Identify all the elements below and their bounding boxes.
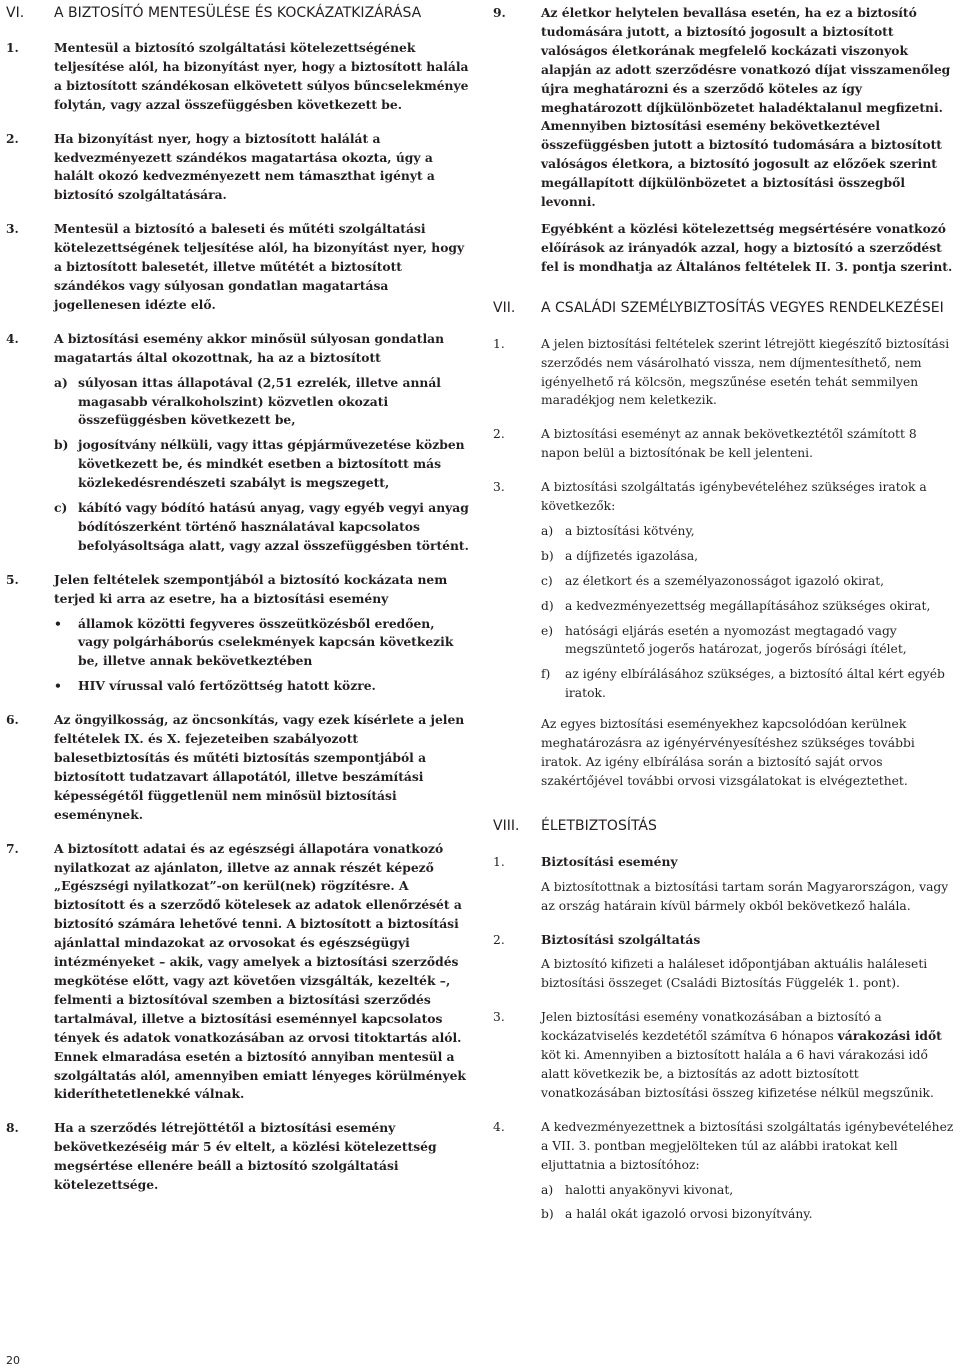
clause-text: Ha a szerződés létrejöttétől a biztosítási esemény bekövetkezéséig már 5 év eltelt, a közlési kötelezettség megsértése ellenére beáll a biztosító szolgáltatási kötelezettsége. bbox=[54, 1120, 437, 1193]
sub-item-f bbox=[541, 665, 955, 703]
clause-number: 7. bbox=[6, 840, 19, 856]
sub-item-a bbox=[541, 1181, 955, 1200]
sub-text: kábító vagy bódító hatású anyag, vagy egyéb vegyi anyag bódítószerként történő használatával kapcsolatos befolyásoltsága alatt, vagy azzal összefüggésben történt. bbox=[78, 500, 469, 553]
clause-text: A biztosító kifizeti a haláleset időpontjában aktuális haláleseti biztosítási összeget (Családi Biztosítás Függelék 1. pont). bbox=[541, 957, 928, 991]
sub-item-b bbox=[541, 1205, 955, 1224]
sub-text: hatósági eljárás esetén a nyomozást megtagadó vagy megszüntető jogerős határozat, jogerős bírósági ítélet, bbox=[565, 623, 907, 657]
clause-text-end: köt ki. Amennyiben a biztosított halála a 6 havi várakozási idő alatt következik be, a biztosítás az adott biztosított vonatkozásában biztosítási összeg kifizetése nélkül megszűnik. bbox=[541, 1048, 934, 1100]
sub-text: a halál okát igazoló orvosi bizonyítvány. bbox=[565, 1207, 813, 1222]
sub-letter: b) bbox=[54, 437, 69, 453]
clause-text: A biztosítottnak a biztosítási tartam során Magyarországon, vagy az ország határain kívül bármely okból bekövetkező halála. bbox=[541, 879, 949, 913]
clause-3 bbox=[6, 220, 469, 315]
clause-text: Az életkor helytelen bevallása esetén, ha ez a biztosító tudomására jutott, a biztosító jogosult a biztosított valóságos életkorának megfelelő kockázati viszonyok alapján az adott szerződésre vonatkozó díjat visszamenőleg újra meghatározni és a szerződő köteles az így meghatározott díjkülönbözetet haladéktalanul megfizetni. Amennyiben biztosítási esemény bekövetkeztével összefüggésben jutott a biztosító tudomására a biztosított valóságos életkora, a biztosító jogosult az előzőek szerint megállapított díjkülönbözetet a biztosítási összegből levonni. bbox=[541, 5, 951, 210]
section-heading-viii bbox=[493, 817, 955, 836]
sub-text: súlyosan ittas állapotával (2,51 ezrelék, illetve annál magasabb véralkoholszint) közvetlen okozati összefüggésben következett be, bbox=[78, 374, 441, 428]
sub-text: jogosítvány nélküli, vagy ittas gépjárművezetése közben következett be, és mindkét esetben a biztosított más közlekedésrendészeti szabályt is megszegett, bbox=[78, 437, 465, 491]
section-number: VI. bbox=[6, 5, 25, 21]
section-title: ÉLETBIZTOSÍTÁS bbox=[541, 817, 657, 834]
sub-letter: a) bbox=[541, 523, 554, 538]
clause-text: A biztosított adatai és az egészségi állapotára vonatkozó nyilatkozat az ajánlaton, illetve az annak részét képező „Egészségi nyilatkozat”-on kerül(nek) rögzítésre. A biztosított és a szerződő kötelesek az adatok ellenőrzését a biztosító számára lehetővé tenni. A biztosított a biztosítási ajánlattal mindazokat az orvosokat és egészségügyi intézményeket – akik, vagy amelyek a biztosítási szerződés megkötése előtt, vagy azt követően vizsgálták, kezelték –, felmenti a biztosítóval szemben a biztosítási szerződés tartalmával, illetve a biztosítási eseménnyel kapcsolatos tények és adatok vonatkozásában az orvosi titoktartás alól. Ennek elmaradása esetén a biztosító annyiban mentesül a szolgáltatás alól, amennyiben emiatt lényeges körülmények kideríthetetlenekké válnak. bbox=[54, 840, 466, 1102]
clause-number: 3. bbox=[493, 1010, 505, 1025]
sub-letter: f) bbox=[541, 667, 551, 682]
viii-clause-3 bbox=[493, 1008, 955, 1103]
sub-item-c bbox=[541, 572, 955, 591]
clause-heading: Biztosítási szolgáltatás bbox=[541, 931, 701, 947]
page-number: 20 bbox=[6, 1354, 20, 1367]
sub-letter: c) bbox=[541, 573, 553, 588]
clause-number: 2. bbox=[493, 427, 505, 442]
vii-clause-2 bbox=[493, 425, 955, 463]
clause-number: 1. bbox=[6, 40, 19, 55]
clause-number: 9. bbox=[493, 5, 506, 20]
section-number: VIII. bbox=[493, 817, 520, 834]
clause-number: 6. bbox=[6, 712, 19, 728]
bullet-text: államok közötti fegyveres összeütközésből eredően, vagy polgárháborús cselekmények kapcsán következik be, illetve annak bekövetkeztében bbox=[78, 615, 454, 669]
sub-letter: a) bbox=[54, 374, 68, 390]
clause-1 bbox=[6, 39, 469, 115]
sub-text: a kedvezményezettség megállapításához szükséges okirat, bbox=[565, 598, 931, 613]
sub-text: a díjfizetés igazolása, bbox=[565, 548, 699, 563]
clause-text bbox=[541, 1008, 955, 1103]
sub-letter: d) bbox=[541, 598, 554, 613]
clause-2 bbox=[6, 130, 469, 206]
vii-clause-1 bbox=[493, 335, 955, 411]
sub-letter: b) bbox=[541, 548, 554, 563]
clause-number: 2. bbox=[493, 932, 505, 947]
clause-text: Az öngyilkosság, az öncsonkítás, vagy ezek kísérlete a jelen feltételek IX. és X. fejezeteiben szabályozott balesetbiztosítás és műtéti biztosítás szempontjából a biztosított tudatzavart állapotától, illetve beszámítási képességétől függetlenül nem minősül biztosítási eseménynek. bbox=[54, 712, 465, 822]
clause-number: 3. bbox=[6, 221, 19, 237]
viii-clause-4 bbox=[493, 1118, 955, 1225]
section-heading-vi bbox=[6, 4, 469, 23]
viii-clause-2 bbox=[493, 931, 955, 994]
sub-item-a bbox=[541, 522, 955, 541]
clause-text: Mentesül a biztosító szolgáltatási kötelezettségének teljesítése alól, ha bizonyítást nyer, hogy a biztosított halála a biztosított szándékosan elkövetett súlyos bűncselekménye folytán, vagy azzal összefüggésben következett be. bbox=[54, 40, 469, 112]
clause-5 bbox=[6, 571, 469, 696]
clause-8 bbox=[6, 1119, 469, 1195]
bullet-icon: • bbox=[54, 678, 62, 694]
sub-item-e bbox=[541, 622, 955, 660]
sub-item-b bbox=[541, 547, 955, 566]
sub-letter: b) bbox=[541, 1207, 554, 1222]
sub-letter: e) bbox=[541, 623, 554, 638]
clause-text: A biztosítási szolgáltatás igénybevételéhez szükséges iratok a következők: bbox=[541, 480, 927, 514]
clause-heading: Biztosítási esemény bbox=[541, 853, 678, 869]
clause-9 bbox=[493, 4, 955, 277]
sub-letter: c) bbox=[54, 500, 68, 516]
clause-number: 2. bbox=[6, 130, 19, 146]
clause-note: Az egyes biztosítási eseményekhez kapcsolódóan kerülnek meghatározásra az igényérvényesítéshez szükséges további iratok. Az igény elbírálása során a biztosító saját orvos szakértőjével további orvosi vizsgálatokat is elvégeztethet. bbox=[541, 717, 915, 788]
bullet-icon: • bbox=[54, 615, 62, 631]
viii-clause-1 bbox=[493, 853, 955, 916]
clause-text-start: Jelen biztosítási esemény vonatkozásában a biztosító a kockázatviselés kezdetétől számítva 6 hónapos bbox=[541, 1010, 882, 1044]
sub-item-d bbox=[541, 597, 955, 616]
section-title: A CSALÁDI SZEMÉLYBIZTOSÍTÁS VEGYES RENDELKEZÉSEI bbox=[541, 299, 944, 316]
clause-text-2: Egyébként a közlési kötelezettség megsértésére vonatkozó előírások az irányadók azzal, hogy a biztosító a szerződést fel is mondhatja az Általános feltételek II. 3. pontja szerint. bbox=[541, 220, 953, 274]
section-number: VII. bbox=[493, 299, 516, 316]
clause-4 bbox=[6, 330, 469, 556]
waiting-period-emphasis: várakozási időt bbox=[837, 1028, 942, 1044]
vii-clause-3 bbox=[493, 478, 955, 791]
left-column bbox=[6, 4, 469, 1195]
clause-text: A jelen biztosítási feltételek szerint létrejött kiegészítő biztosítási szerződés nem vásárolható vissza, nem díjmentesíthető, nem igényelhető rá kölcsön, megszűnése esetén tehát semmilyen maradékjog nem keletkezik. bbox=[541, 336, 950, 408]
clause-number: 4. bbox=[6, 330, 19, 346]
section-title: A BIZTOSÍTÓ MENTESÜLÉSE ÉS KOCKÁZATKIZÁRÁSA bbox=[54, 5, 422, 21]
sub-text: az igény elbírálásához szükséges, a biztosító által kért egyéb iratok. bbox=[565, 667, 945, 701]
clause-number: 1. bbox=[493, 336, 505, 351]
clause-6 bbox=[6, 711, 469, 824]
bullet-text: HIV vírussal való fertőzöttség hatott közre. bbox=[78, 678, 376, 694]
clause-number: 1. bbox=[493, 854, 505, 869]
sub-item-a bbox=[54, 374, 469, 431]
sub-text: az életkort és a személyazonosságot igazoló okirat, bbox=[565, 573, 885, 588]
bullet-item bbox=[54, 615, 469, 672]
sub-item-c bbox=[54, 499, 469, 556]
clause-text: A biztosítási eseményt az annak bekövetkeztétől számított 8 napon belül a biztosítónak be kell jelenteni. bbox=[541, 427, 917, 461]
clause-text: A kedvezményezettnek a biztosítási szolgáltatás igénybevételéhez a VII. 3. pontban megjelölteken túl az alábbi iratokat kell eljuttatnia a biztosítóhoz: bbox=[541, 1119, 954, 1172]
clause-7 bbox=[6, 840, 469, 1105]
clause-text: Jelen feltételek szempontjából a biztosító kockázata nem terjed ki arra az esetre, ha a biztosítási esemény bbox=[54, 571, 448, 606]
clause-text: Ha bizonyítást nyer, hogy a biztosított halálát a kedvezményezett szándékos magatartása okozta, úgy a halált okozó kedvezményezett nem támaszthat igényt a biztosító szolgáltatására. bbox=[54, 130, 435, 203]
clause-number: 4. bbox=[493, 1119, 505, 1134]
clause-text: Mentesül a biztosító a baleseti és műtéti szolgáltatási kötelezettségének teljesítése alól, ha bizonyítást nyer, hogy a biztosított balesetét, illetve műtétét a biztosított szándékos vagy súlyosan gondatlan magatartása jogellenesen idézte elő. bbox=[54, 221, 465, 312]
clause-text: A biztosítási esemény akkor minősül súlyosan gondatlan magatartás által okozottnak, ha az a biztosított bbox=[54, 330, 445, 365]
clause-number: 8. bbox=[6, 1120, 19, 1136]
sub-text: a biztosítási kötvény, bbox=[565, 523, 695, 538]
bullet-item bbox=[54, 677, 469, 696]
sub-letter: a) bbox=[541, 1182, 554, 1197]
sub-item-b bbox=[54, 436, 469, 493]
clause-number: 5. bbox=[6, 571, 19, 587]
right-column bbox=[493, 4, 955, 1224]
section-heading-vii bbox=[493, 299, 955, 318]
clause-number: 3. bbox=[493, 480, 505, 495]
sub-text: halotti anyakönyvi kivonat, bbox=[565, 1182, 734, 1197]
